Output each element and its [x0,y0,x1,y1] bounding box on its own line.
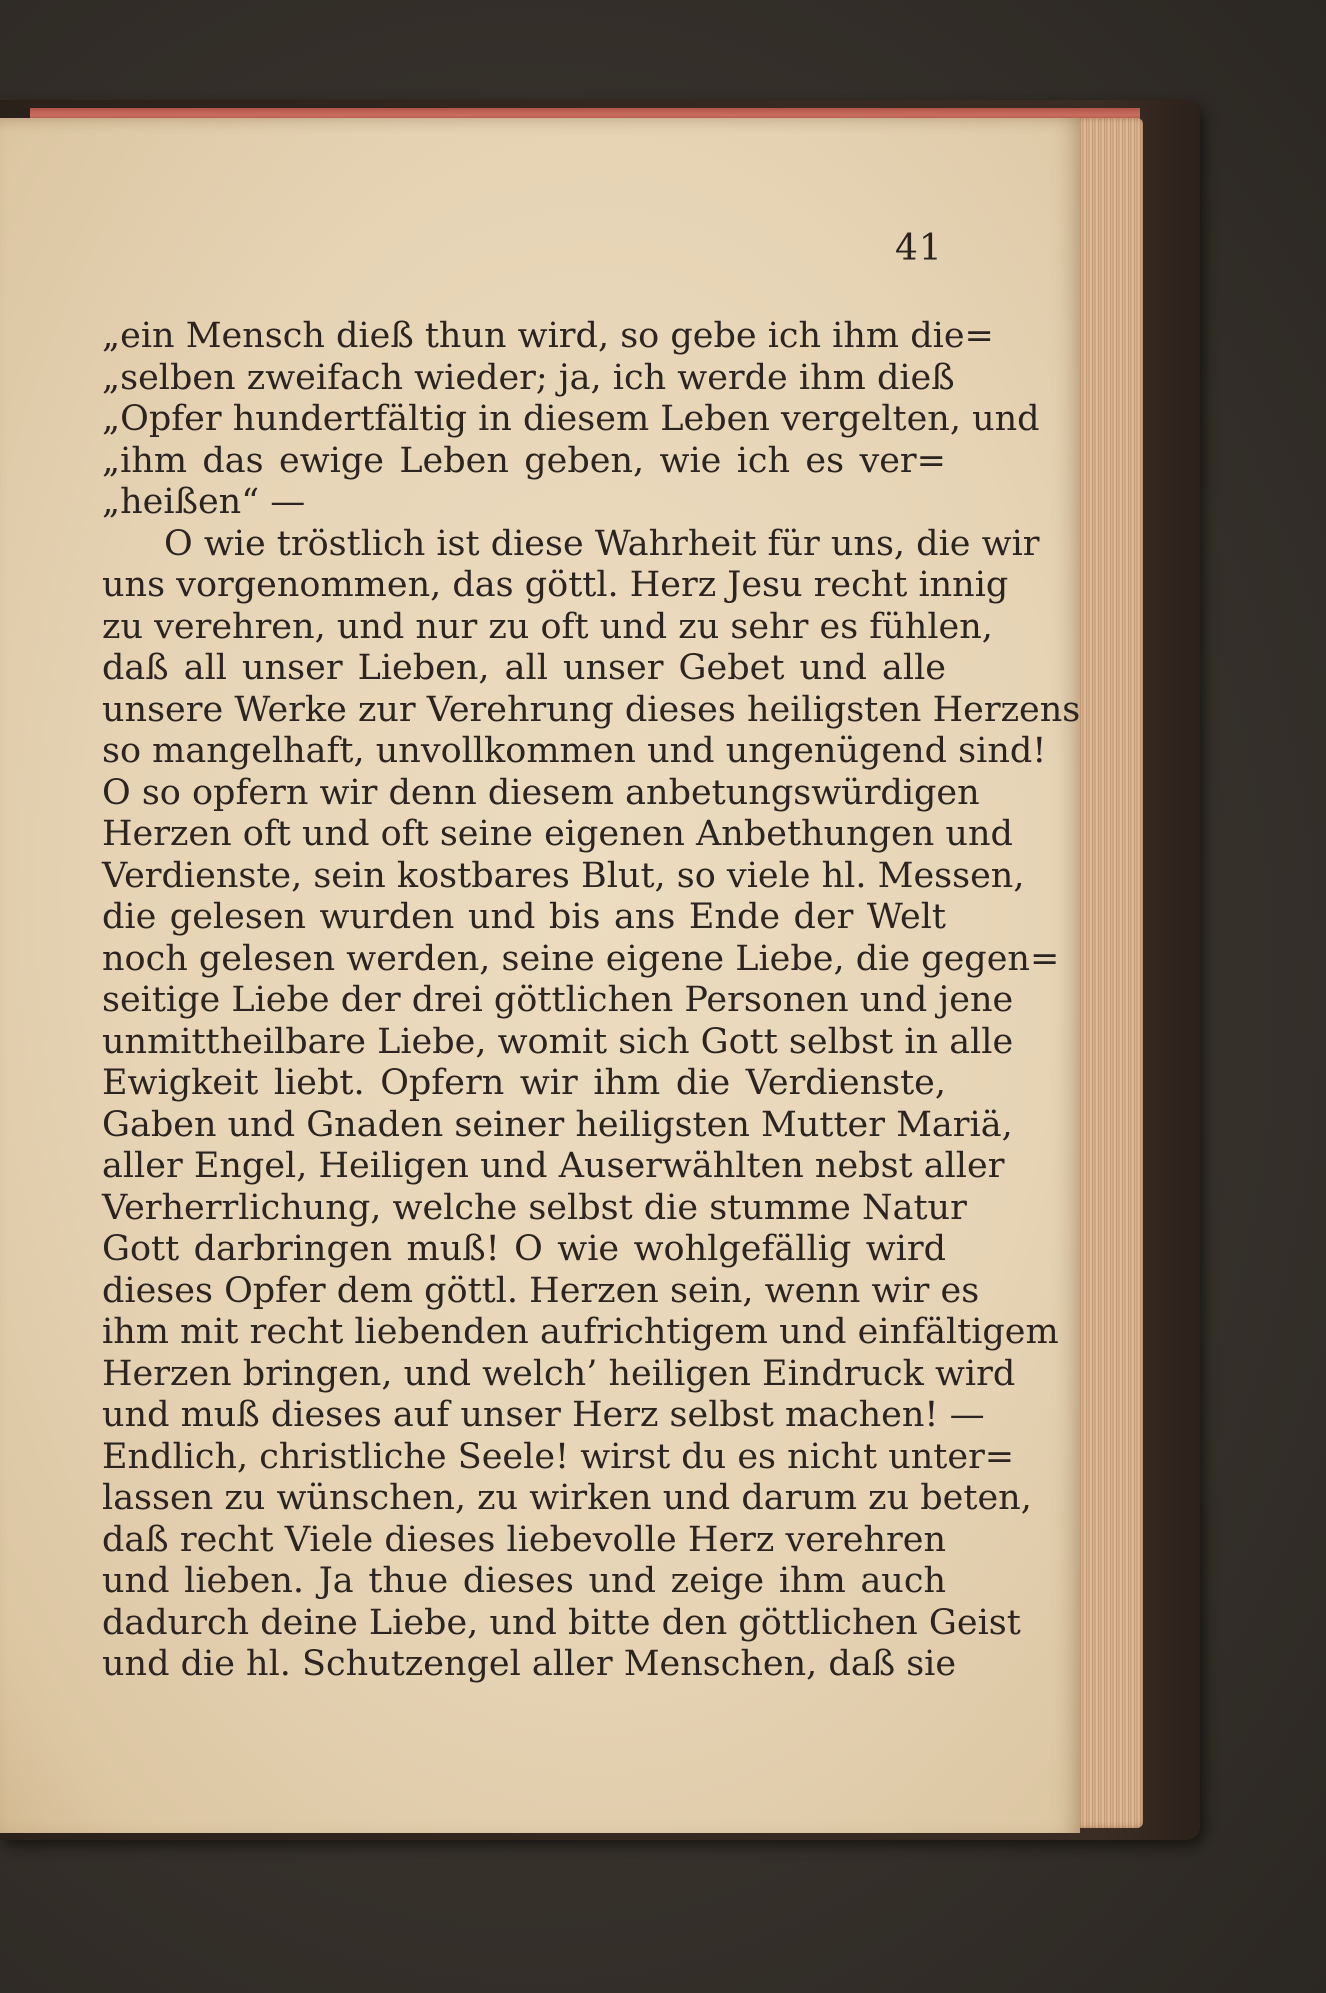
text-line: dieses Opfer dem göttl. Herzen sein, wenn wir es [102,1270,980,1311]
text-line: so mangelhaft, unvollkommen und ungenügend sind! [102,731,1047,771]
text-line: unmittheilbare Liebe, womit sich Gott selbst in alle [102,1021,1014,1062]
text-line: unsere Werke zur Verehrung dieses heiligsten Herzens [102,689,1081,730]
text-line: „selben zweifach wieder; ja, ich werde ihm dieß [102,357,955,398]
text-line: Ewigkeit liebt. Opfern wir ihm die Verdienste, [102,1063,946,1103]
text-line: O so opfern wir denn diesem anbetungswürdigen [102,772,980,813]
text-line: Gott darbringen muß! O wie wohlgefällig wird [102,1229,946,1269]
body-text [102,316,1081,1686]
book-page [0,118,1080,1833]
text-line: daß recht Viele dieses liebevolle Herz verehren [102,1519,946,1560]
text-line: lassen zu wünschen, zu wirken und darum zu beten, [102,1478,1032,1518]
text-line: und muß dieses auf unser Herz selbst machen! — [102,1395,985,1435]
text-line: noch gelesen werden, seine eigene Liebe, die gegen= [102,938,1060,979]
text-line: „Opfer hundertfältig in diesem Leben vergelten, und [102,399,1040,439]
text-line: seitige Liebe der drei göttlichen Personen und jene [102,980,1014,1020]
text-line: ihm mit recht liebenden aufrichtigem und einfältigem [102,1312,1059,1352]
text-line: Endlich, christliche Seele! wirst du es nicht unter= [102,1436,1015,1477]
text-line: Gaben und Gnaden seiner heiligsten Mutter Mariä, [102,1104,1013,1145]
text-line: die gelesen wurden und bis ans Ende der Welt [102,897,946,937]
text-line: dadurch deine Liebe, und bitte den göttlichen Geist [102,1602,1021,1643]
text-line: „heißen“ — [102,482,306,522]
text-line: Verdienste, sein kostbares Blut, so viele hl. Messen, [102,855,1025,896]
text-line: „ihm das ewige Leben geben, wie ich es ver= [102,440,946,481]
text-line: zu verehren, und nur zu oft und zu sehr es fühlen, [102,606,993,647]
text-line: und die hl. Schutzengel aller Menschen, daß sie [102,1644,957,1684]
text-line: O wie tröstlich ist diese Wahrheit für uns, die wir [164,523,1040,564]
text-line: daß all unser Lieben, all unser Gebet und alle [102,648,946,688]
text-line: Verherrlichung, welche selbst die stumme Natur [102,1187,967,1228]
text-line: uns vorgenommen, das göttl. Herz Jesu recht innig [102,565,1009,605]
text-line: Herzen oft und oft seine eigenen Anbethungen und [102,814,1013,854]
page-number: 41 [895,228,943,269]
text-line: Herzen bringen, und welch’ heiligen Eindruck wird [102,1353,1016,1394]
page-edges [1075,118,1143,1828]
text-line: aller Engel, Heiligen und Auserwählten nebst aller [102,1146,1005,1186]
text-line: und lieben. Ja thue dieses und zeige ihm auch [102,1561,946,1601]
text-line: „ein Mensch dieß thun wird, so gebe ich ihm die= [102,316,994,356]
